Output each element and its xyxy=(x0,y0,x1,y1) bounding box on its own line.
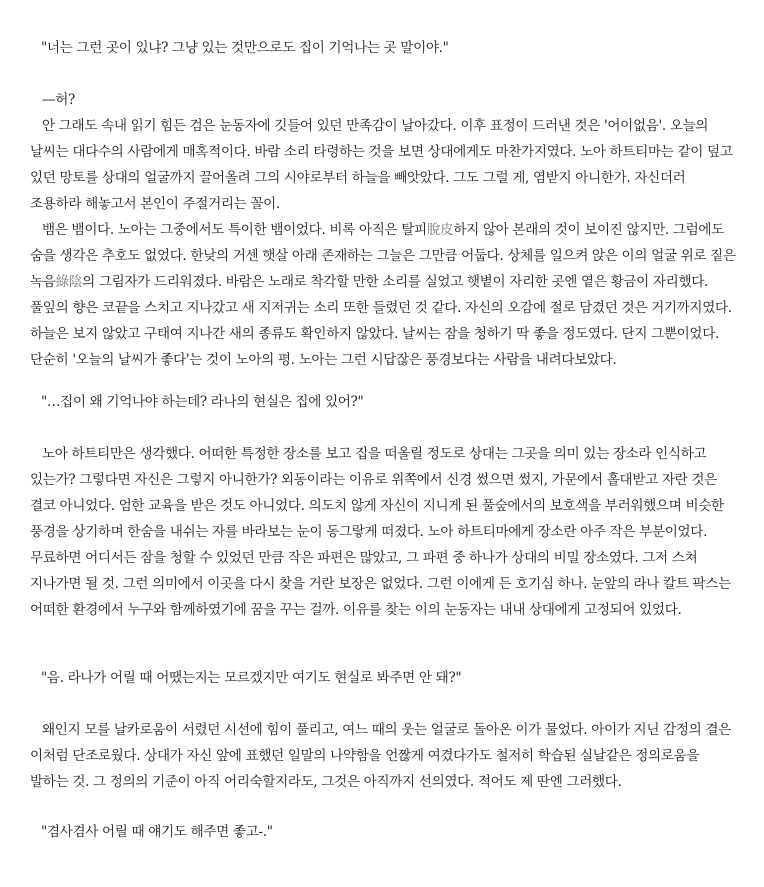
dialogue-paragraph: "겸사겸사 어릴 때 얘기도 해주면 좋고-." xyxy=(41,824,273,840)
narrative-paragraph: 노아 하트티만은 생각했다. 어떠한 특정한 장소를 보고 집을 떠올릴 정도로 상대는 그곳을 의미 있는 장소라 인식하고 있는가? 그렇다면 자신은 그렇지 아니한가? 외동이라는 이유로 위쪽에서 신경 썼으면 썼지, 가문에서 홀대받고 자란 것은 결코 아니었다. 엄한 교육을 받은 것도 아니었다. 의도치 않게 자신이 지니게 된 풀숲에서의 보호색을 부러워했으며 비슷한 풍경을 상기하며 한숨을 내쉬는 자를 바라보는 눈이 동그랗게 떠졌다. 노아 하트티마에게 장소란 아주 작은 부분이었다. 무료하면 어디서든 잠을 청할 수 있었던 만큼 작은 파편은 많았고, 그 파편 중 하나가 상대의 비밀 장소였다. 그저 스쳐 지나가면 될 것. 그런 의미에서 이곳을 다시 찾을 거란 보장은 없었다. 그런 이에게 든 호기심 하나. 눈앞의 라나 칼트 팍스는 어떠한 환경에서 누구와 함께하였기에 꿈을 꾸는 걸까. 이유를 찾는 이의 눈동자는 내내 상대에게 고정되어 있었다. xyxy=(30,446,731,618)
dialogue-paragraph: "…집이 왜 기억나야 하는데? 라나의 현실은 집에 있어?" xyxy=(41,394,364,410)
narrative-paragraph: 뱀은 뱀이다. 노아는 그중에서도 특이한 뱀이었다. 비록 아직은 탈피脫皮하지 않아 본래의 것이 보이진 않지만. 그럼에도 숨을 생각은 추호도 없었다. 한낮의 거센 햇살 아래 존재하는 그늘은 그만큼 어둡다. 상체를 일으켜 앉은 이의 얼굴 위로 짙은 녹음綠陰의 그림자가 드리워졌다. 바람은 노래로 착각할 만한 소리를 실었고 햇볕이 자리한 곳엔 옅은 황금이 자리했다. 풀잎의 향은 코끝을 스치고 지나갔고 새 지저귀는 소리 또한 들렸던 것 같다. 자신의 오감에 절로 담겼던 것은 거기까지였다. 하늘은 보지 않았고 구태여 지나간 새의 종류도 확인하지 않았다. 날씨는 잠을 청하기 딱 좋을 정도였다. 단지 그뿐이었다. 단순히 '오늘의 날씨가 좋다'는 것이 노아의 평. 노아는 그런 시답잖은 풍경보다는 사람을 내려다보았다. xyxy=(30,222,736,368)
dialogue-paragraph: "음. 라나가 어릴 때 어땠는지는 모르겠지만 여기도 현실로 봐주면 안 돼?" xyxy=(41,670,462,686)
dialogue-paragraph: "너는 그런 곳이 있냐? 그냥 있는 것만으로도 집이 기억나는 곳 말이야." xyxy=(41,40,449,56)
narrative-paragraph: 왜인지 모를 날카로움이 서렸던 시선에 힘이 풀리고, 여느 때의 웃는 얼굴로 돌아온 이가 물었다. 아이가 지닌 감정의 결은 이처럼 단조로웠다. 상대가 자신 앞에 표했던 일말의 나약함을 언짢게 여겼다가도 철저히 학습된 실날같은 정의로움을 발하는 것. 그 정의의 기준이 아직 어리숙할지라도, 그것은 아직까지 선의였다. 적어도 제 딴엔 그러했다. xyxy=(30,722,731,790)
interjection-paragraph: —허? xyxy=(42,92,75,108)
narrative-paragraph: 안 그래도 속내 읽기 힘든 검은 눈동자에 깃들어 있던 만족감이 날아갔다. 이후 표정이 드러낸 것은 '어이없음'. 오늘의 날씨는 대다수의 사람에게 매혹적이다. 바람 소리 타령하는 것을 보면 상대에게도 마찬가지였다. 노아 하트티마는 같이 덮고 있던 망토를 상대의 얼굴까지 끌어올려 그의 시야로부터 하늘을 빼앗았다. 그도 그럴 게, 염받지 아니한가. 자신더러 조용하라 해놓고서 본인이 주절거리는 꼴이. xyxy=(30,118,733,212)
hanja-gloss: 脫皮 xyxy=(426,222,454,238)
hanja-gloss: 綠陰 xyxy=(55,274,83,290)
